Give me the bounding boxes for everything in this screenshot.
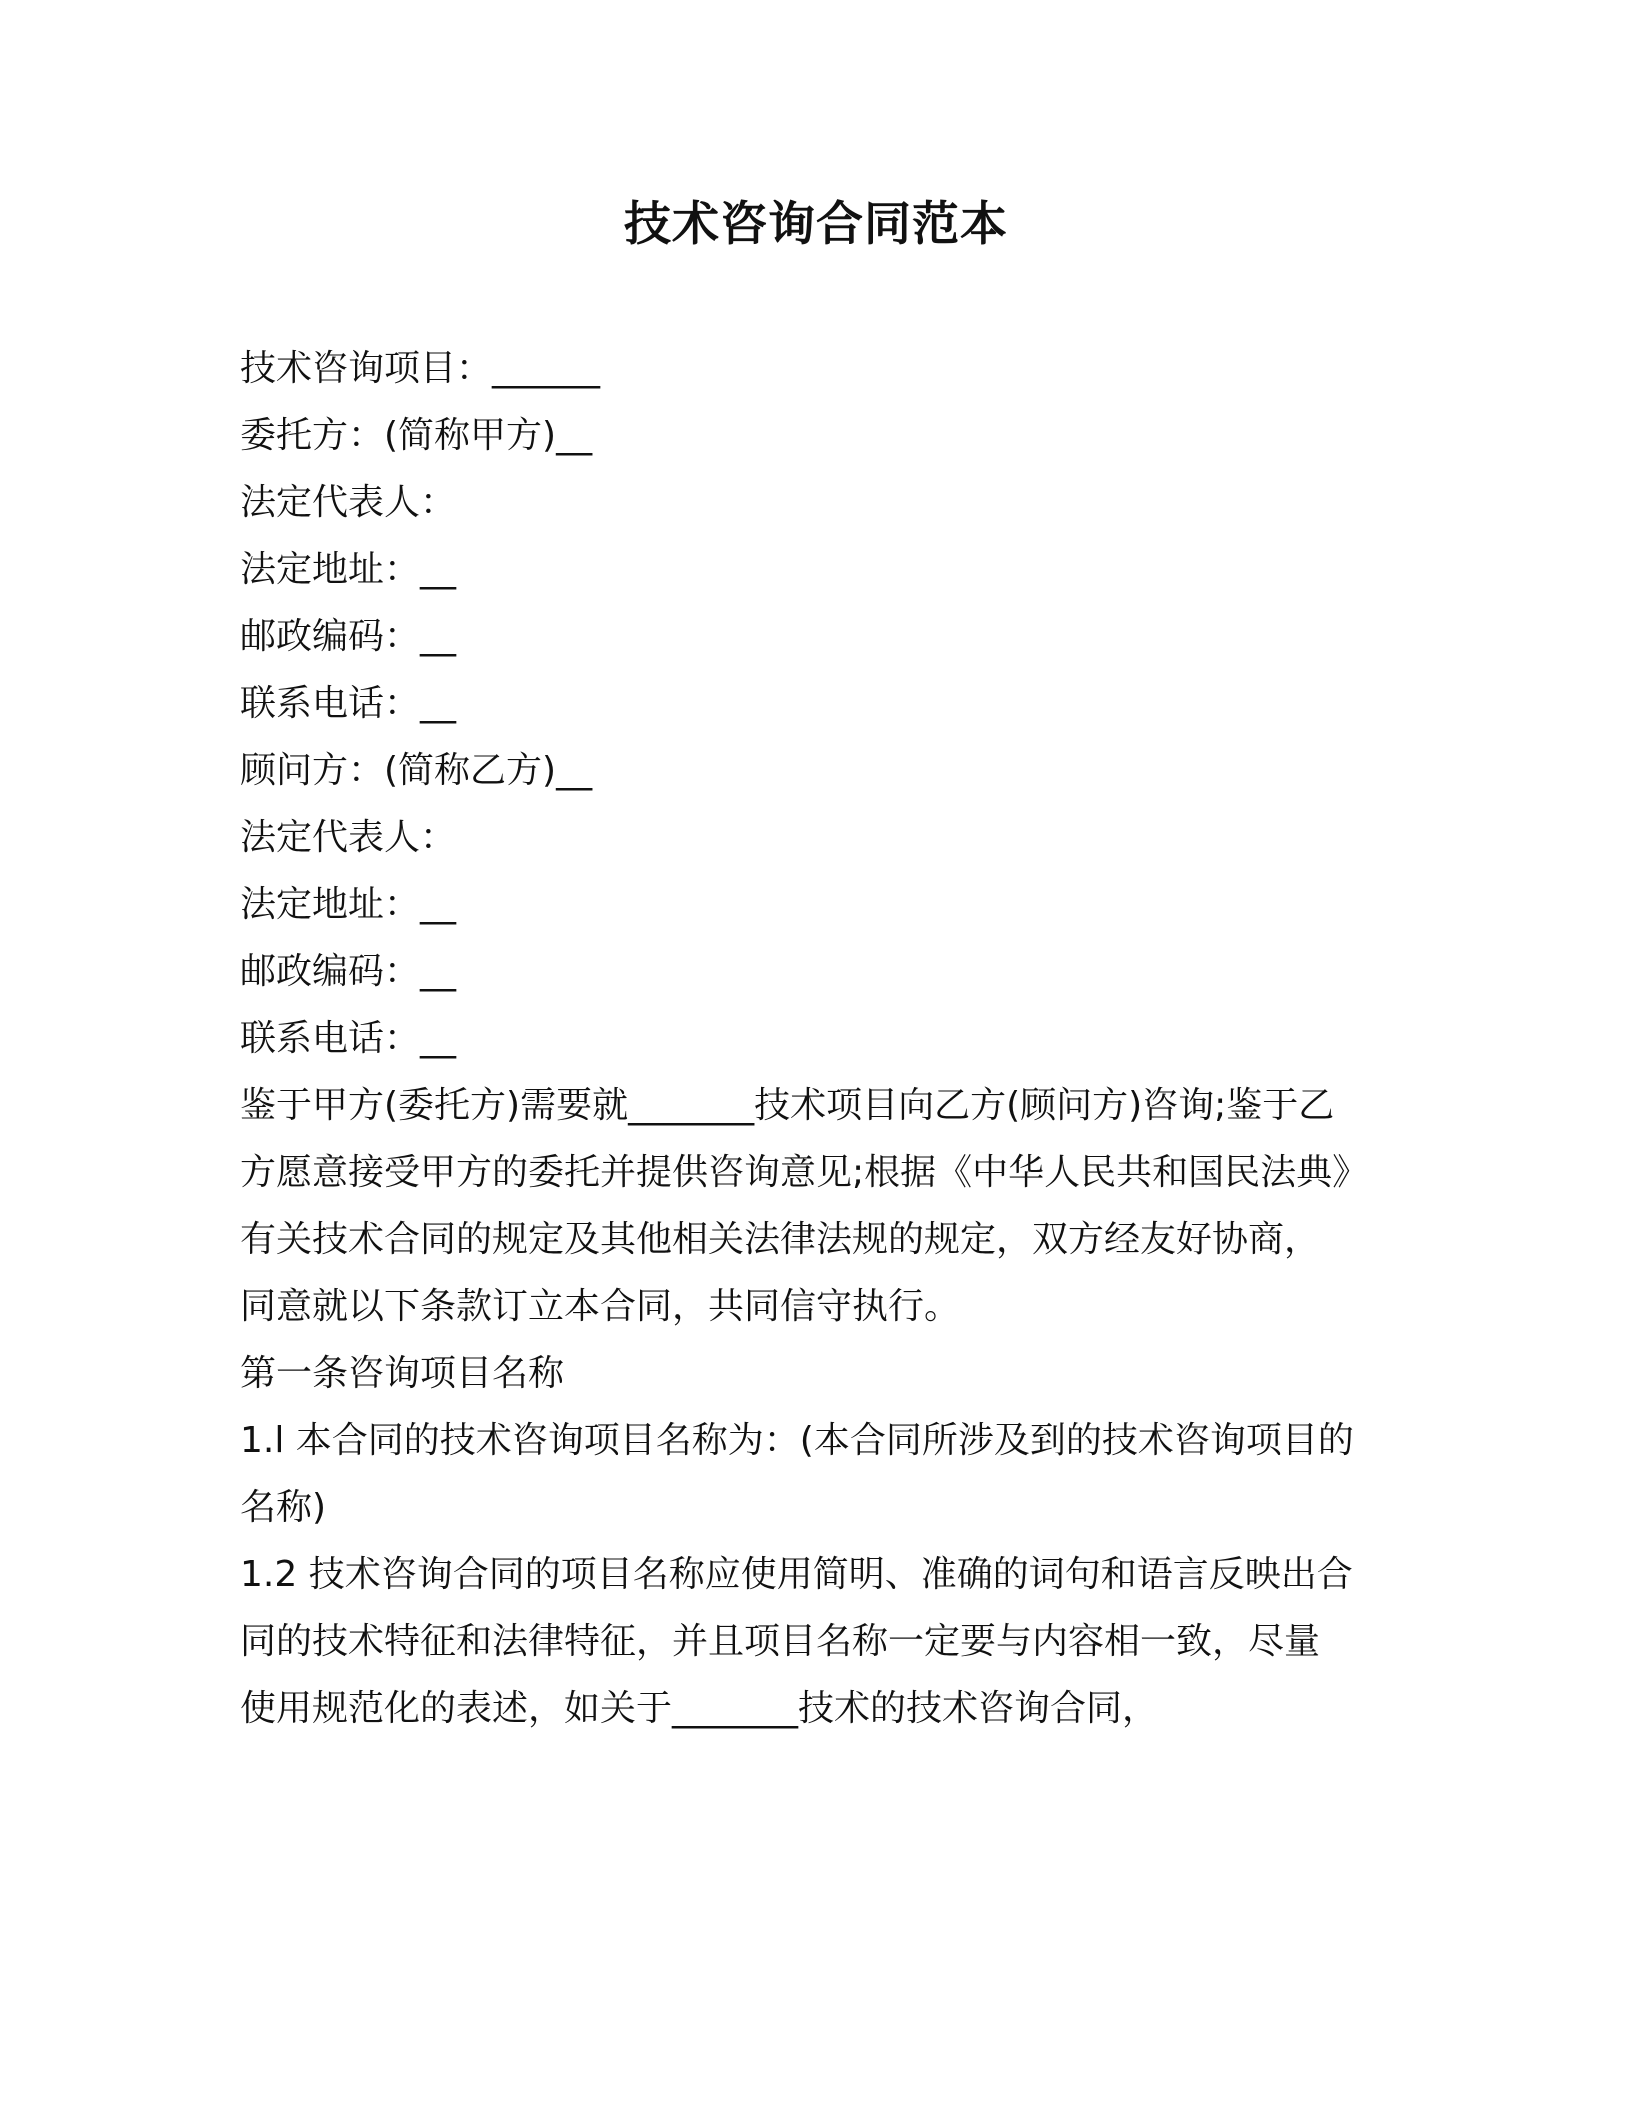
clause-line: 1.2 技术咨询合同的项目名称应使用简明、准确的词句和语言反映出合 — [240, 1554, 1353, 1595]
field-consultant-postcode: 邮政编码：__ — [240, 951, 457, 992]
field-consultant: 顾问方：(简称乙方)__ — [240, 750, 593, 791]
field-project: 技术咨询项目：______ — [240, 348, 601, 389]
field-consultant-address: 法定地址：__ — [240, 884, 457, 925]
clause-line: 名称) — [240, 1487, 327, 1528]
field-client-postcode: 邮政编码：__ — [240, 616, 457, 657]
clause-line: 使用规范化的表述，如关于_______技术的技术咨询合同， — [240, 1688, 1159, 1729]
field-consultant-legal-rep: 法定代表人： — [240, 817, 457, 858]
field-client-address: 法定地址：__ — [240, 549, 457, 590]
field-consultant-phone: 联系电话：__ — [240, 1018, 457, 1059]
field-client-phone: 联系电话：__ — [240, 683, 457, 724]
preamble-line: 同意就以下条款订立本合同，共同信守执行。 — [240, 1286, 961, 1327]
preamble-line: 有关技术合同的规定及其他相关法律法规的规定，双方经友好协商， — [240, 1219, 1321, 1260]
preamble-line: 鉴于甲方(委托方)需要就_______技术项目向乙方(顾问方)咨询;鉴于乙 — [240, 1085, 1335, 1126]
document-title: 技术咨询合同范本 — [624, 197, 1008, 252]
field-client-legal-rep: 法定代表人： — [240, 482, 457, 523]
article-heading: 第一条咨询项目名称 — [240, 1353, 565, 1394]
field-client: 委托方：(简称甲方)__ — [240, 415, 593, 456]
clause-line: 1.l 本合同的技术咨询项目名称为：(本合同所涉及到的技术咨询项目的 — [240, 1420, 1354, 1461]
document-body — [240, 335, 1400, 1742]
preamble-line: 方愿意接受甲方的委托并提供咨询意见;根据《中华人民共和国民法典》 — [240, 1152, 1369, 1193]
clause-line: 同的技术特征和法律特征，并且项目名称一定要与内容相一致，尽量 — [240, 1621, 1321, 1662]
